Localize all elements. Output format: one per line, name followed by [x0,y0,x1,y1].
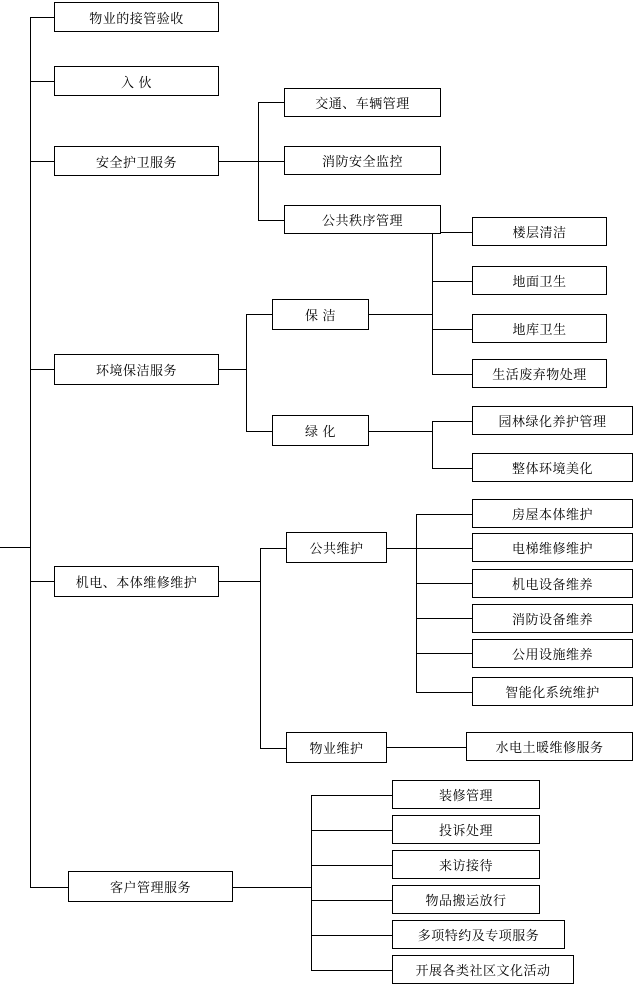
node-label: 公共秩序管理 [321,213,403,228]
node-box [284,205,441,234]
node-box [472,533,633,562]
connector-line [219,161,258,162]
node-label: 装修管理 [438,788,493,803]
connector-line [30,581,54,582]
node-box [472,217,607,246]
node-box [392,920,565,949]
node-label: 绿 化 [304,424,337,439]
connector-line [311,830,392,831]
connector-line [260,748,286,749]
node-label: 消防安全监控 [321,154,403,169]
connector-line [246,314,272,315]
node-box [472,604,633,633]
connector-line [258,220,284,221]
node-box [472,499,633,528]
node-box [54,146,219,176]
connector-line [416,618,472,619]
node-box [286,532,387,563]
connector-line [258,161,284,162]
node-label: 电梯维修维护 [511,541,593,556]
node-label: 地库卫生 [512,322,567,337]
node-box [472,639,633,668]
node-label: 入 伙 [120,74,153,90]
connector-line [369,314,432,315]
node-label: 物品搬运放行 [425,893,507,908]
connector-line [258,102,284,103]
node-box [472,314,607,343]
node-label: 整体环境美化 [511,461,593,476]
connector-line [311,865,392,866]
node-box [272,299,369,330]
connector-line [0,547,30,548]
connector-line [30,161,54,162]
node-box [68,871,233,902]
node-label: 水电土暖维修服务 [495,740,604,755]
node-label: 多项特约及专项服务 [417,928,540,943]
connector-line [432,421,433,468]
connector-line [311,795,312,970]
node-label: 开展各类社区文化活动 [415,963,551,978]
node-box [472,453,633,482]
connector-line [416,583,472,584]
node-label: 物业的接管验收 [89,10,184,26]
node-label: 园林绿化养护管理 [498,414,607,429]
node-box [54,2,219,32]
node-label: 生活废弃物处理 [492,367,587,382]
node-label: 保 洁 [304,308,337,323]
connector-line [432,281,472,282]
connector-line [432,232,433,374]
node-label: 房屋本体维护 [511,507,593,522]
connector-line [387,548,416,549]
connector-line [246,314,247,431]
connector-line [369,431,432,432]
node-box [472,569,633,598]
node-box [472,266,607,295]
node-box [392,885,540,914]
node-box [286,732,387,763]
connector-line [432,329,472,330]
connector-line [233,887,311,888]
connector-line [311,970,392,971]
node-box [392,850,540,879]
node-label: 物业维护 [309,741,364,756]
node-box [472,406,633,435]
connector-line [416,653,472,654]
connector-line [30,369,54,370]
connector-line [416,514,472,515]
node-box [272,415,369,446]
connector-line [219,369,246,370]
connector-line [260,548,286,549]
connector-line [311,795,392,796]
node-label: 楼层清洁 [512,225,567,240]
connector-line [30,17,31,887]
node-label: 机电、本体维修维护 [75,575,198,590]
node-label: 交通、车辆管理 [315,96,410,111]
node-label: 智能化系统维护 [505,685,600,700]
node-label: 消防设备维养 [511,612,593,627]
node-box [54,66,219,96]
node-label: 机电设备维养 [511,577,593,592]
node-label: 安全护卫服务 [95,154,177,170]
connector-line [416,692,472,693]
node-label: 客户管理服务 [109,880,191,895]
connector-line [246,431,272,432]
connector-line [219,581,260,582]
node-box [284,146,441,175]
node-box [472,359,607,388]
connector-line [311,900,392,901]
node-box [466,732,633,761]
connector-line [432,468,472,469]
node-box [54,566,219,597]
node-label: 投诉处理 [438,823,493,838]
connector-line [416,514,417,692]
node-label: 公用设施维养 [511,647,593,662]
node-label: 地面卫生 [512,274,567,289]
connector-line [432,374,472,375]
node-box [392,815,540,844]
node-label: 来访接待 [438,858,493,873]
connector-line [30,81,54,82]
connector-line [387,747,466,748]
node-box [392,955,574,984]
connector-line [432,421,472,422]
node-box [472,677,633,706]
node-box [284,88,441,117]
connector-line [416,548,472,549]
connector-line [311,935,392,936]
connector-line [30,887,68,888]
node-label: 环境保洁服务 [95,363,177,378]
connector-line [30,17,54,18]
node-box [54,354,219,385]
connector-line [260,548,261,748]
node-label: 公共维护 [309,541,364,556]
node-box [392,780,540,809]
